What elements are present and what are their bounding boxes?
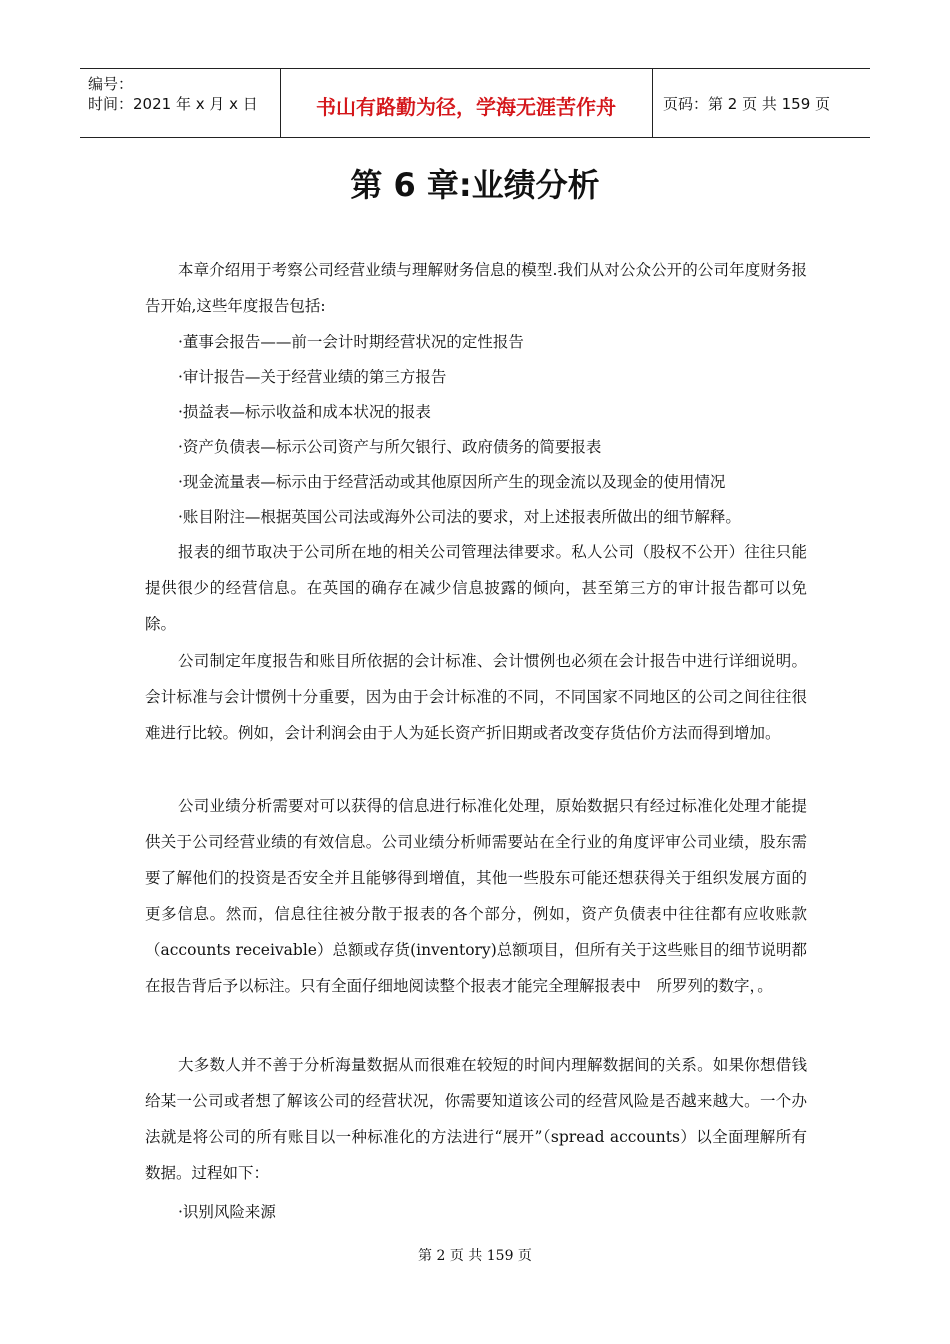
page-info: 页码：第 2 页 共 159 页: [663, 95, 831, 113]
intro-paragraph: 本章介绍用于考察公司经营业绩与理解财务信息的模型.我们从对公众公开的公司年度财务报告开始,这些年度报告包括:: [145, 261, 807, 315]
number-label: 编号：: [88, 75, 134, 93]
bullet-item: ·审计报告—关于经营业绩的第三方报告: [178, 368, 447, 386]
body-paragraph: 大多数人并不善于分析海量数据从而很难在较短的时间内理解数据间的关系。如果你想借钱给某一公司或者想了解该公司的经营状况，你需要知道该公司的经营风险是否越来越大。一个办法就是将公司的所有账目以一种标准化的方法进行“展开”（spread accounts）以全面理解所有数据。过程如下：: [145, 1056, 807, 1182]
body-paragraph: 报表的细节取决于公司所在地的相关公司管理法律要求。私人公司（股权不公开）往往只能提供很少的经营信息。在英国的确存在减少信息披露的倾向，甚至第三方的审计报告都可以免除。: [145, 543, 807, 633]
time-label: 时间：2021 年 x 月 x 日: [88, 95, 258, 113]
motto: 书山有路勤为径，学海无涯苦作舟: [316, 95, 616, 119]
header-motto-cell: [280, 69, 653, 137]
chapter-title: 第 6 章:业绩分析: [350, 166, 600, 204]
bullet-item: ·董事会报告——前一会计时期经营状况的定性报告: [178, 333, 524, 351]
bullet-item: ·资产负债表—标示公司资产与所欠银行、政府债务的简要报表: [178, 438, 602, 456]
bullet-item: ·账目附注—根据英国公司法或海外公司法的要求，对上述报表所做出的细节解释。: [178, 508, 741, 526]
bullet-item: ·识别风险来源: [178, 1203, 276, 1221]
bullet-item: ·现金流量表—标示由于经营活动或其他原因所产生的现金流以及现金的使用情况: [178, 473, 726, 491]
page-footer: 第 2 页 共 159 页: [418, 1248, 532, 1264]
page-header: [80, 68, 870, 138]
body-paragraph: 公司制定年度报告和账目所依据的会计标准、会计惯例也必须在会计报告中进行详细说明。会计标准与会计惯例十分重要，因为由于会计标准的不同，不同国家不同地区的公司之间往往很难进行比较。例如，会计利润会由于人为延长资产折旧期或者改变存货估价方法而得到增加。: [145, 652, 807, 742]
body-paragraph: 公司业绩分析需要对可以获得的信息进行标准化处理，原始数据只有经过标准化处理才能提供关于公司经营业绩的有效信息。公司业绩分析师需要站在全行业的角度评审公司业绩，股东需要了解他们的投资是否安全并且能够得到增值，其他一些股东可能还想获得关于组织发展方面的更多信息。然而，信息往往被分散于报表的各个部分，例如，资产负债表中往往都有应收账款（accounts receivable）总额或存货(inventory)总额项目，但所有关于这些账目的细节说明都在报告背后予以标注。只有全面仔细地阅读整个报表才能完全理解报表中 所罗列的数字，。: [145, 797, 807, 995]
bullet-item: ·损益表—标示收益和成本状况的报表: [178, 403, 431, 421]
header-meta-cell: [80, 69, 281, 137]
